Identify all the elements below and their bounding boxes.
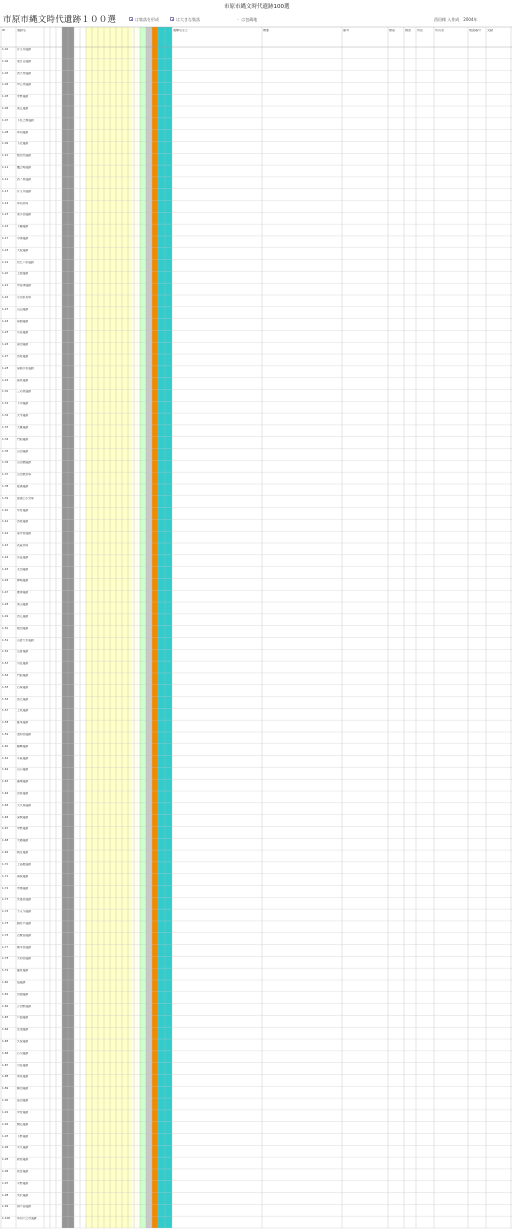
- row-name: 下鶴遺跡: [17, 225, 29, 229]
- row-id: 1-49: [2, 614, 9, 618]
- row-id: 1-82: [2, 1004, 9, 1008]
- row-name: 下丸之郷遺跡: [17, 118, 34, 122]
- row-id: 1-95: [2, 1158, 9, 1162]
- row-id: 1-62: [2, 768, 9, 772]
- row-id: 1-31: [2, 402, 9, 406]
- header-cell: 遺構名など: [173, 29, 189, 32]
- row-id: 1-53: [2, 662, 9, 666]
- row-name: 高田遺跡: [17, 1099, 29, 1103]
- row-name: 南田遺跡: [17, 343, 29, 347]
- row-id: 1-60: [2, 744, 9, 748]
- row-id: 1-20: [2, 272, 9, 276]
- row-name: 大坂遺跡: [17, 248, 29, 252]
- row-name: 潤井戸遺跡: [17, 921, 31, 925]
- row-name: 上原遺跡: [17, 709, 29, 713]
- row-name: 万田野遺跡: [17, 1004, 31, 1008]
- row-name: 東小田遺跡: [17, 213, 31, 217]
- row-id: 1-03: [2, 71, 9, 75]
- row-id: 1-64: [2, 792, 9, 796]
- row-name: 川在遺跡: [17, 1063, 29, 1067]
- row-id: 1-07: [2, 118, 9, 122]
- row-name: 平野遺跡: [17, 1181, 29, 1185]
- row-id: 1-42: [2, 532, 9, 536]
- row-id: 1-52: [2, 650, 9, 654]
- row-name: 光風台遺跡: [17, 898, 31, 902]
- row-name: 平蔵遺跡: [17, 756, 29, 760]
- row-id: 1-34: [2, 437, 9, 441]
- row-id: 1-80: [2, 980, 9, 984]
- row-name: 下中遺跡: [17, 402, 29, 406]
- row-id: 1-84: [2, 1028, 9, 1032]
- row-name: 田淵遺跡: [17, 992, 29, 996]
- row-name: 皆吉遺跡: [17, 1169, 29, 1173]
- row-id: 1-61: [2, 756, 9, 760]
- row-id: 1-19: [2, 260, 9, 264]
- row-name: 門前遺跡: [17, 437, 29, 441]
- header-cell: 遺跡名: [17, 29, 27, 32]
- row-name: 不入斗遺跡: [17, 910, 31, 914]
- row-id: 1-17: [2, 236, 9, 240]
- row-name: 横田遺跡: [17, 1087, 29, 1091]
- row-name: 椎津遺跡: [17, 591, 29, 595]
- row-id: 1-75: [2, 921, 9, 925]
- row-id: 1-32: [2, 414, 9, 418]
- row-id: 1-96: [2, 1169, 9, 1173]
- row-name: 郡本遺跡: [17, 721, 29, 725]
- row-id: 1-30: [2, 390, 9, 394]
- row-name: 根田代遺跡: [17, 154, 31, 158]
- row-name: 海保遺跡: [17, 874, 29, 878]
- row-name: 戸面遺跡: [17, 1016, 29, 1020]
- row-name: 久保遺跡: [17, 1040, 29, 1044]
- row-name: 奉免遺跡: [17, 1075, 29, 1079]
- row-name: 上総遺跡: [17, 272, 29, 276]
- row-id: 1-25: [2, 331, 9, 335]
- row-name: 西ノ原遺跡: [17, 177, 31, 181]
- row-name: 中野遺跡: [17, 827, 29, 831]
- row-id: 1-18: [2, 248, 9, 252]
- row-id: 1-05: [2, 95, 9, 99]
- row-name: 奈良遺跡: [17, 555, 29, 559]
- row-name: 中広作遺跡: [17, 83, 31, 87]
- row-id: 1-09: [2, 142, 9, 146]
- row-id: 1-13: [2, 189, 9, 193]
- row-id: 1-11: [2, 166, 9, 170]
- row-id: 1-91: [2, 1110, 9, 1114]
- row-id: 1-70: [2, 862, 9, 866]
- row-name: 山倉大木遺跡: [17, 638, 34, 642]
- row-name: 小谷遺跡: [17, 331, 29, 335]
- row-name: 大厩遺跡: [17, 425, 29, 429]
- row-id: 1-47: [2, 591, 9, 595]
- row-id: 1-59: [2, 732, 9, 736]
- row-name: 大桶遺跡: [17, 839, 29, 843]
- row-name: 宮原遺跡: [17, 792, 29, 796]
- row-id: 1-74: [2, 910, 9, 914]
- row-name: 養老遺跡: [17, 969, 29, 973]
- row-name: 山田遺跡: [17, 449, 29, 453]
- row-id: 1-45: [2, 567, 9, 571]
- silver-band: [146, 27, 152, 1228]
- row-id: 1-46: [2, 579, 9, 583]
- row-name: 宿遺跡: [17, 980, 26, 984]
- row-id: 1-23: [2, 307, 9, 311]
- row-id: 1-76: [2, 933, 9, 937]
- row-name: 東日笠遺跡: [17, 59, 31, 63]
- row-id: 1-83: [2, 1016, 9, 1020]
- light-band: [132, 27, 140, 1228]
- row-name: 南中台遺跡: [17, 532, 31, 536]
- row-id: 1-58: [2, 721, 9, 725]
- row-id: 1-81: [2, 992, 9, 996]
- row-id: 1-67: [2, 827, 9, 831]
- row-id: 1-85: [2, 1040, 9, 1044]
- row-id: 1-36: [2, 461, 9, 465]
- row-name: 外野遺跡: [17, 95, 29, 99]
- legend-double-label: は大きな集落: [176, 17, 200, 22]
- row-name: 山田橋遺跡: [17, 461, 31, 465]
- row-name: 山田橋貝塚: [17, 473, 31, 477]
- row-id: 1-69: [2, 851, 9, 855]
- row-name: 柿木台遺跡: [17, 945, 31, 949]
- row-id: 1-54: [2, 673, 9, 677]
- header-cell: 地図番号: [469, 29, 482, 32]
- row-id: 1-12: [2, 177, 9, 181]
- row-name: 番場遺跡: [17, 780, 29, 784]
- legend-circle-label: は集落を形成: [135, 17, 159, 22]
- header-cell: 文献: [487, 29, 494, 32]
- yellow-band: [86, 27, 132, 1228]
- row-name: 上高根遺跡: [17, 862, 31, 866]
- row-id: 1-98: [2, 1193, 9, 1197]
- row-name: 根田遺跡: [17, 626, 29, 630]
- row-id: 1-21: [2, 284, 9, 288]
- row-name: 西広遺跡: [17, 614, 29, 618]
- row-name: 大和田遺跡: [17, 957, 31, 961]
- row-name: 山口遺跡: [17, 768, 29, 772]
- row-id: 1-78: [2, 957, 9, 961]
- row-id: 1-89: [2, 1087, 9, 1091]
- author-note: 西田様 入作成 2004年: [434, 17, 478, 22]
- row-name: 山倉遺跡: [17, 650, 29, 654]
- row-name: 鶴舞遺跡: [17, 744, 29, 748]
- row-name: 草刈遺跡: [17, 130, 29, 134]
- header-cell: 備考: [343, 29, 350, 32]
- header-cell: 調査: [405, 29, 412, 32]
- row-name: 能満遺跡: [17, 484, 29, 488]
- row-name: 東江遺跡: [17, 107, 29, 111]
- row-name: 姉崎遺跡: [17, 579, 29, 583]
- row-name: 朝生遺跡: [17, 851, 29, 855]
- row-id: 1-72: [2, 886, 9, 890]
- row-name: 中谷津遺跡: [17, 284, 31, 288]
- row-id: 1-38: [2, 484, 9, 488]
- row-name: 米沢遺跡: [17, 1193, 29, 1197]
- row-name: 深城遺跡: [17, 815, 29, 819]
- row-name: 三の原遺跡: [17, 390, 31, 394]
- header-cell: 標高: [389, 29, 396, 32]
- row-id: 1-28: [2, 366, 9, 370]
- row-name: 森原遺跡: [17, 378, 29, 382]
- row-name: 池和田遺跡: [17, 732, 31, 736]
- row-name: 西原遺跡: [17, 520, 29, 524]
- row-id: 1-63: [2, 780, 9, 784]
- row-id: 1-41: [2, 520, 9, 524]
- row-name: 駒込遺跡: [17, 1122, 29, 1126]
- row-id: 1-88: [2, 1075, 9, 1079]
- row-id: 1-93: [2, 1134, 9, 1138]
- row-id: 1-26: [2, 343, 9, 347]
- row-id: 1-87: [2, 1063, 9, 1067]
- row-id: 1-40: [2, 508, 9, 512]
- row-name: 馬立遺跡: [17, 697, 29, 701]
- row-name: 山辺遺跡: [17, 307, 29, 311]
- row-id: 1-10: [2, 154, 9, 158]
- row-id: 1-01: [2, 48, 9, 51]
- row-id: 1-79: [2, 969, 9, 973]
- row-id: 1-66: [2, 815, 9, 819]
- row-id: 1-16: [2, 225, 9, 229]
- row-id: 1-39: [2, 496, 9, 500]
- row-id: 1-29: [2, 378, 9, 382]
- row-name: 鷹之崎遺跡: [17, 166, 31, 170]
- row-id: 1-08: [2, 130, 9, 134]
- row-id: 1-77: [2, 945, 9, 949]
- row-id: 1-65: [2, 803, 9, 807]
- row-id: 1-100: [2, 1217, 11, 1221]
- header-cell: 所在: [417, 29, 424, 32]
- row-name: 中台遺跡: [17, 508, 29, 512]
- green-band: [140, 27, 146, 1228]
- row-id: 1-27: [2, 355, 9, 359]
- document-title: 市原市縄文時代遺跡１００選: [3, 15, 117, 25]
- row-id: 1-86: [2, 1051, 9, 1055]
- row-name: 下野遺跡: [17, 1134, 29, 1138]
- row-id: 1-43: [2, 544, 9, 548]
- row-id: 1-50: [2, 626, 9, 630]
- row-name: 石塚遺跡: [17, 685, 29, 689]
- row-id: 1-14: [2, 201, 9, 205]
- row-id: 1-33: [2, 425, 9, 429]
- row-id: 1-97: [2, 1181, 9, 1185]
- row-name: 下北遺跡: [17, 142, 29, 146]
- row-name: 草刈貝塚: [17, 201, 29, 205]
- header-cell: 所有者: [435, 29, 445, 32]
- row-id: 1-94: [2, 1146, 9, 1150]
- row-id: 1-15: [2, 213, 9, 217]
- row-name: 菊間遺跡: [17, 319, 29, 323]
- row-id: 1-44: [2, 555, 9, 559]
- row-name: 草刈六之台遺跡: [17, 1217, 37, 1221]
- row-name: 片又木遺跡: [17, 189, 31, 193]
- row-name: 石川遺跡: [17, 1051, 29, 1055]
- row-name: 辰巳ヶ原遺跡: [17, 260, 34, 264]
- row-id: 1-73: [2, 898, 9, 902]
- row-name: 牛久遺跡: [17, 1146, 29, 1150]
- row-id: 1-99: [2, 1205, 9, 1209]
- row-name: 小田部貝塚: [17, 296, 31, 299]
- page-title: 市原市縄文時代遺跡100選: [224, 4, 290, 10]
- row-name: 東山遺跡: [17, 603, 29, 607]
- row-name: 能満上小貝塚: [17, 496, 34, 500]
- row-name: 真ケ谷遺跡: [17, 1205, 31, 1209]
- row-id: 1-04: [2, 83, 9, 87]
- row-name: 安須遺跡: [17, 1028, 29, 1032]
- row-name: 武蔵貝塚: [17, 544, 29, 548]
- row-id: 1-24: [2, 319, 9, 323]
- row-name: 今津遺跡: [17, 236, 29, 240]
- row-id: 1-56: [2, 697, 9, 701]
- legend-dot-label: ・ は包蔵地: [236, 17, 258, 22]
- row-name: 新巻遺跡: [17, 1158, 29, 1162]
- row-id: 1-68: [2, 839, 9, 843]
- row-id: 1-90: [2, 1099, 9, 1103]
- row-name: 門前遺跡: [17, 673, 29, 677]
- row-id: 1-22: [2, 296, 9, 299]
- row-name: 中台遺跡: [17, 1110, 29, 1114]
- row-id: 1-35: [2, 449, 9, 453]
- row-name: 古敷谷遺跡: [17, 933, 31, 937]
- row-id: 1-06: [2, 107, 9, 111]
- row-name: 犬木遺跡: [17, 414, 29, 418]
- row-name: 市場遺跡: [17, 886, 29, 890]
- row-name: 菊間手永遺跡: [17, 366, 34, 370]
- row-id: 1-48: [2, 603, 9, 607]
- row-name: 西原遺跡: [17, 355, 29, 359]
- row-id: 1-02: [2, 59, 9, 63]
- orange-band: [152, 27, 158, 1228]
- row-id: 1-37: [2, 473, 9, 477]
- row-id: 1-57: [2, 709, 9, 713]
- row-name: 川在遺跡: [17, 662, 29, 666]
- row-name: 片又木遺跡: [17, 48, 31, 51]
- row-name: 西大作遺跡: [17, 71, 31, 75]
- row-name: 太田遺跡: [17, 567, 29, 571]
- header-cell: ID: [2, 29, 6, 32]
- row-name: 大久保遺跡: [17, 803, 31, 807]
- row-id: 1-71: [2, 874, 9, 878]
- row-id: 1-92: [2, 1122, 9, 1126]
- row-id: 1-55: [2, 685, 9, 689]
- header-cell: 概要: [263, 29, 270, 32]
- row-id: 1-51: [2, 638, 9, 642]
